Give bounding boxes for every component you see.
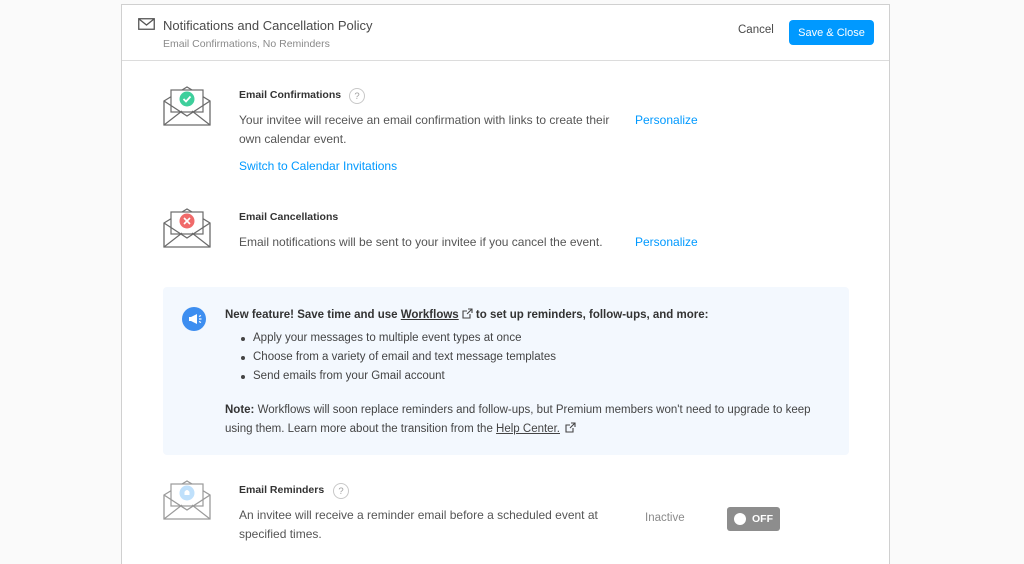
toggle-knob bbox=[734, 513, 746, 525]
banner-tail: to set up reminders, follow-ups, and more: bbox=[472, 309, 709, 321]
banner-bullet-list bbox=[241, 329, 556, 386]
external-link-icon bbox=[565, 421, 576, 440]
reminders-help-icon[interactable]: ? bbox=[333, 483, 349, 499]
page-title: Notifications and Cancellation Policy bbox=[163, 18, 373, 33]
help-center-link[interactable]: Help Center. bbox=[496, 423, 560, 435]
switch-calendar-invitations-link[interactable]: Switch to Calendar Invitations bbox=[239, 159, 398, 173]
banner-heading bbox=[225, 308, 708, 322]
reminders-status: Inactive bbox=[645, 512, 685, 524]
workflows-banner bbox=[163, 287, 849, 455]
notifications-panel bbox=[121, 4, 890, 564]
note-text: Workflows will soon replace reminders and follow-ups, but Premium members won't need to upgrade to keep using them. Learn more about the transition from the bbox=[225, 404, 811, 435]
confirmations-personalize-link[interactable]: Personalize bbox=[635, 113, 698, 127]
envelope-icon bbox=[138, 17, 155, 35]
reminders-toggle[interactable] bbox=[727, 507, 780, 531]
cancellations-title: Email Cancellations bbox=[239, 211, 339, 223]
reminders-description: An invitee will receive a reminder email before a scheduled event at specified times. bbox=[239, 508, 598, 541]
confirmations-help-icon[interactable]: ? bbox=[349, 88, 365, 104]
email-confirmation-icon bbox=[162, 85, 212, 132]
email-reminder-icon bbox=[162, 479, 212, 526]
external-link-icon bbox=[462, 308, 473, 322]
cancellations-personalize-link[interactable]: Personalize bbox=[635, 235, 698, 249]
cancel-button[interactable]: Cancel bbox=[738, 24, 774, 36]
workflows-link[interactable]: Workflows bbox=[400, 309, 459, 321]
banner-lead: New feature! Save time and use bbox=[225, 309, 401, 321]
toggle-label: OFF bbox=[752, 513, 773, 525]
reminders-title: Email Reminders bbox=[239, 484, 325, 496]
page-subtitle: Email Confirmations, No Reminders bbox=[163, 38, 330, 50]
banner-note bbox=[225, 401, 835, 440]
confirmations-title: Email Confirmations bbox=[239, 89, 342, 101]
list-item: Apply your messages to multiple event types at once bbox=[241, 329, 556, 348]
panel-header bbox=[122, 5, 889, 61]
save-close-button[interactable]: Save & Close bbox=[789, 20, 874, 45]
confirmations-description: Your invitee will receive an email confirmation with links to create their own calendar event. bbox=[239, 113, 610, 146]
megaphone-icon bbox=[182, 307, 206, 331]
list-item: Choose from a variety of email and text message templates bbox=[241, 348, 556, 367]
email-cancellation-icon bbox=[162, 207, 212, 254]
cancellations-description: Email notifications will be sent to your invitee if you cancel the event. bbox=[239, 235, 603, 249]
note-label: Note: bbox=[225, 404, 255, 416]
list-item: Send emails from your Gmail account bbox=[241, 367, 556, 386]
